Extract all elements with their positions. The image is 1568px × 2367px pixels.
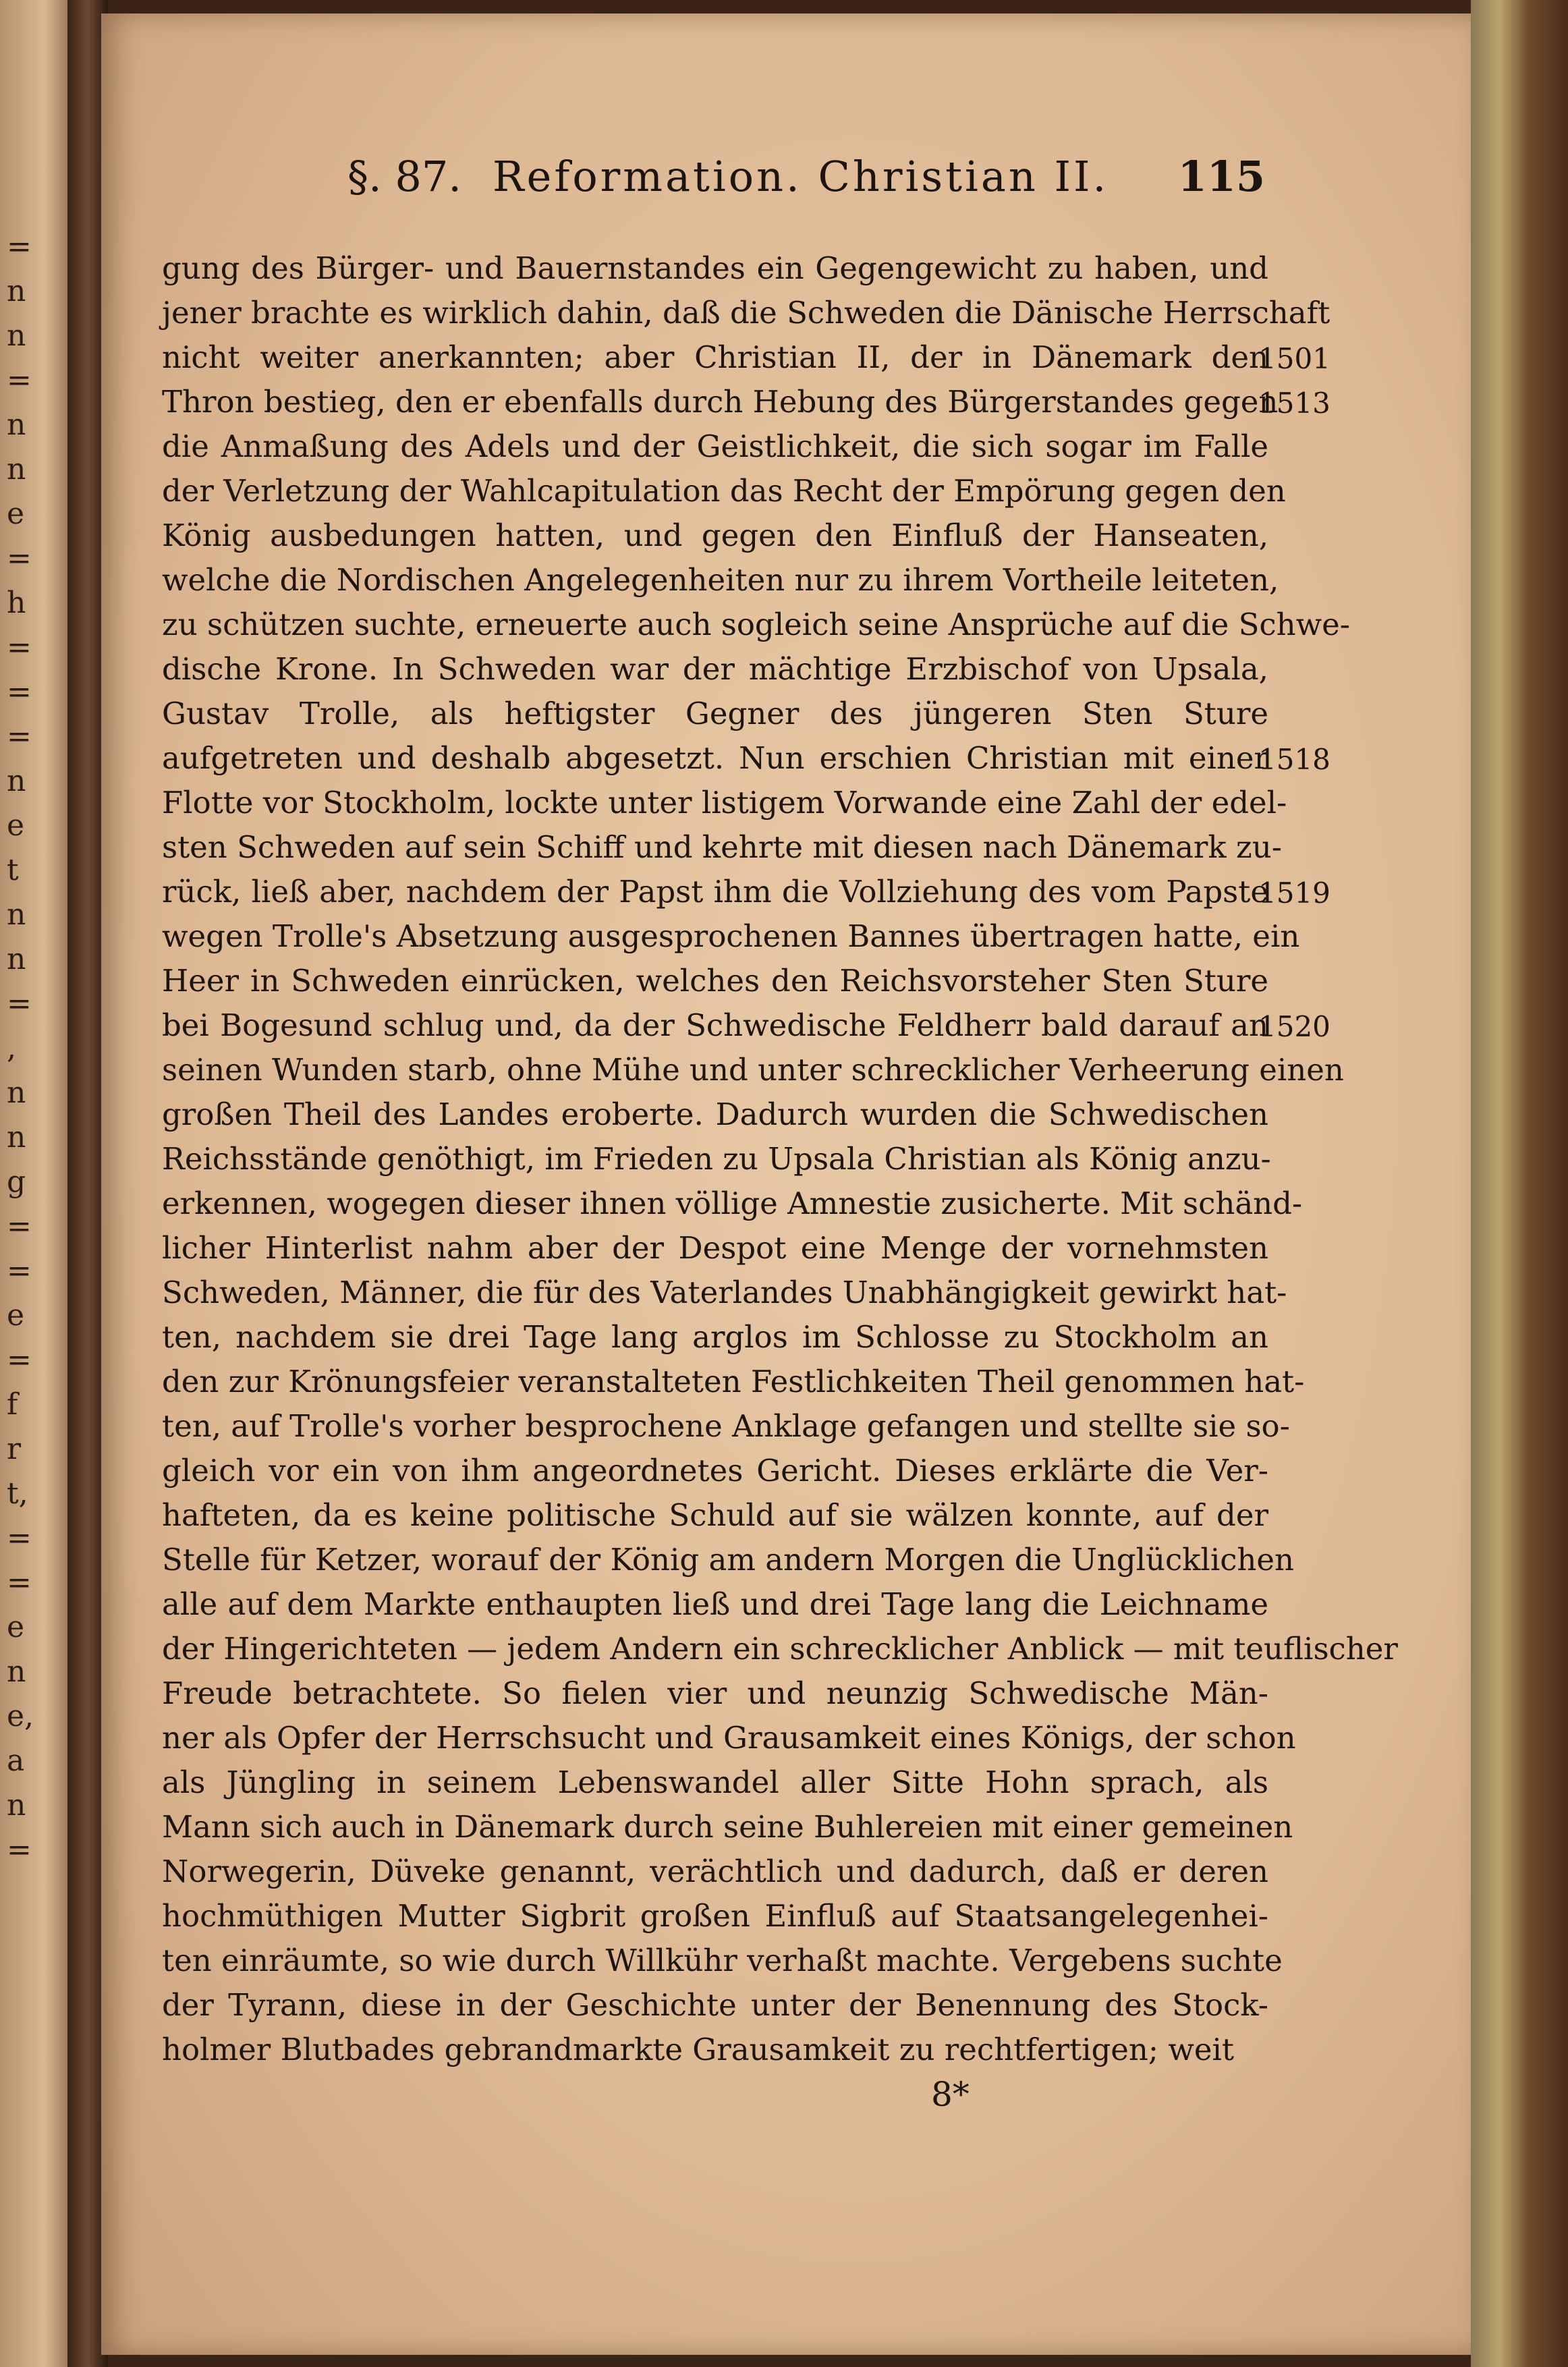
left-page-fragment: = [7,1209,32,1244]
left-page-fragment: = [7,719,32,754]
left-page-fragment: , [7,1031,16,1065]
text-line: Thron bestieg, den er ebenfalls durch Hebung des Bürgerstandes gegen [162,384,1279,420]
text-line: dische Krone. In Schweden war der mächtige Erzbischof von Upsala, [162,651,1268,687]
left-page-fragment: a [7,1744,25,1778]
left-page-fragment: = [7,1521,32,1555]
text-line: bei Bogesund schlug und, da der Schwedische Feldherr bald darauf an [162,1007,1268,1043]
left-page-fragment: e, [7,1699,34,1733]
text-line: gleich vor ein von ihm angeordnetes Gericht. Dieses erklärte die Ver- [162,1453,1268,1488]
left-page-fragment: e [7,1610,25,1644]
left-page-fragment: f [7,1387,18,1422]
text-line: König ausbedungen hatten, und gegen den Einfluß der Hanseaten, [162,518,1268,553]
text-line: Freude betrachtete. So fielen vier und neunzig Schwedische Män- [162,1675,1268,1711]
left-page-fragment: t [7,853,19,887]
left-page-fragment: n [7,318,26,353]
text-line: Norwegerin, Düveke genannt, verächtlich und dadurch, daß er deren [162,1854,1268,1889]
text-line: alle auf dem Markte enthaupten ließ und drei Tage lang die Leichname [162,1586,1268,1622]
text-line: der Tyrann, diese in der Geschichte unter der Benennung des Stock- [162,1987,1268,2023]
left-page-fragment: = [7,363,32,397]
left-page-fragment: h [7,586,26,620]
left-page-fragment: n [7,764,26,798]
page-number: 115 [1177,152,1265,201]
left-page-fragment: n [7,1788,26,1822]
text-line: aufgetreten und deshalb abgesetzt. Nun erschien Christian mit einer [162,740,1268,776]
text-line: Stelle für Ketzer, worauf der König am andern Morgen die Unglücklichen [162,1542,1295,1578]
text-line: Mann sich auch in Dänemark durch seine Buhlereien mit einer gemeinen [162,1809,1293,1845]
left-page-fragment: n [7,1076,26,1110]
margin-year: 1513 [1258,387,1331,420]
text-line: der Verletzung der Wahlcapitulation das Recht der Empörung gegen den [162,473,1286,509]
text-line: jener brachte es wirklich dahin, daß die Schweden die Dänische Herrschaft [162,295,1331,331]
text-line: ten, nachdem sie drei Tage lang arglos im Schlosse zu Stockholm an [162,1319,1268,1355]
book-cover-edge [1471,0,1568,2367]
text-line: als Jüngling in seinem Lebenswandel aller Sitte Hohn sprach, als [162,1764,1268,1800]
left-page-fragment: r [7,1432,22,1466]
left-page-fragment: = [7,986,32,1021]
left-page-fragment: = [7,1343,32,1377]
left-page-fragment: n [7,942,26,976]
left-page-fragment: = [7,541,32,576]
margin-year: 1518 [1258,743,1331,776]
left-page-fragment: = [7,675,32,709]
text-line: Heer in Schweden einrücken, welches den Reichsvorsteher Sten Sture [162,963,1268,999]
text-line: die Anmaßung des Adels und der Geistlichkeit, die sich sogar im Falle [162,428,1268,464]
signature-mark: 8* [931,2075,970,2114]
left-page-fragment: e [7,497,25,531]
text-line: rück, ließ aber, nachdem der Papst ihm die Vollziehung des vom Papste [162,874,1268,910]
left-page-fragment: g [7,1165,26,1199]
margin-year: 1520 [1258,1010,1331,1043]
left-page-fragment: n [7,897,26,932]
text-line: der Hingerichteten — jedem Andern ein schrecklicher Anblick — mit teuflischer [162,1631,1398,1667]
left-page-fragment: n [7,408,26,442]
section-number: §. 87. [347,152,462,201]
left-page-fragment: = [7,630,32,665]
text-line: Gustav Trolle, als heftigster Gegner des jüngeren Sten Sture [162,696,1268,731]
text-line: seinen Wunden starb, ohne Mühe und unter schrecklicher Verheerung einen [162,1052,1344,1088]
text-line: hochmüthigen Mutter Sigbrit großen Einfluß auf Staatsangelegenhei- [162,1898,1268,1934]
text-line: zu schützen suchte, erneuerte auch sogleich seine Ansprüche auf die Schwe- [162,607,1350,642]
text-line: erkennen, wogegen dieser ihnen völlige Amnestie zusicherte. Mit schänd- [162,1186,1303,1221]
left-page-fragment: = [7,1254,32,1288]
text-line: sten Schweden auf sein Schiff und kehrte mit diesen nach Dänemark zu- [162,829,1282,865]
left-page-fragment: = [7,1833,32,1867]
text-line: gung des Bürger- und Bauernstandes ein Gegengewicht zu haben, und [162,250,1268,286]
text-line: hafteten, da es keine politische Schuld auf sie wälzen konnte, auf der [162,1497,1268,1533]
left-page-fragment: t, [7,1476,28,1511]
margin-year: 1519 [1258,876,1331,910]
text-line: wegen Trolle's Absetzung ausgesprochenen Bannes übertragen hatte, ein [162,918,1300,954]
margin-year: 1501 [1258,342,1331,375]
text-line: welche die Nordischen Angelegenheiten nur zu ihrem Vortheile leiteten, [162,562,1279,598]
left-page-fragment: n [7,1120,26,1154]
left-page-fragment: n [7,1654,26,1689]
left-page-fragment: e [7,1298,25,1333]
text-line: ner als Opfer der Herrschsucht und Grausamkeit eines Königs, der schon [162,1720,1296,1756]
text-line: Reichsstände genöthigt, im Frieden zu Upsala Christian als König anzu- [162,1141,1271,1177]
text-line: Schweden, Männer, die für des Vaterlandes Unabhängigkeit gewirkt hat- [162,1275,1287,1310]
left-page-fragment: n [7,452,26,486]
left-page-fragment: = [7,1565,32,1600]
left-page-fragment: n [7,274,26,308]
text-line: licher Hinterlist nahm aber der Despot eine Menge der vornehmsten [162,1230,1268,1266]
left-page-edge [0,0,74,2367]
text-line: ten einräumte, so wie durch Willkühr verhaßt machte. Vergebens suchte [162,1943,1283,1978]
text-line: den zur Krönungsfeier veranstalteten Festlichkeiten Theil genommen hat- [162,1364,1305,1399]
left-page-fragment: e [7,808,25,843]
text-line: Flotte vor Stockholm, lockte unter listigem Vorwande eine Zahl der edel- [162,785,1287,820]
left-page-fragment: = [7,229,32,264]
text-line: ten, auf Trolle's vorher besprochene Anklage gefangen und stellte sie so- [162,1408,1290,1444]
text-line: großen Theil des Landes eroberte. Dadurch wurden die Schwedischen [162,1096,1268,1132]
page-header [347,152,1265,206]
running-title: Reformation. Christian II. [493,152,1109,201]
text-line: holmer Blutbades gebrandmarkte Grausamkeit zu rechtfertigen; weit [162,2032,1234,2067]
text-line: nicht weiter anerkannten; aber Christian II, der in Dänemark den [162,339,1268,375]
